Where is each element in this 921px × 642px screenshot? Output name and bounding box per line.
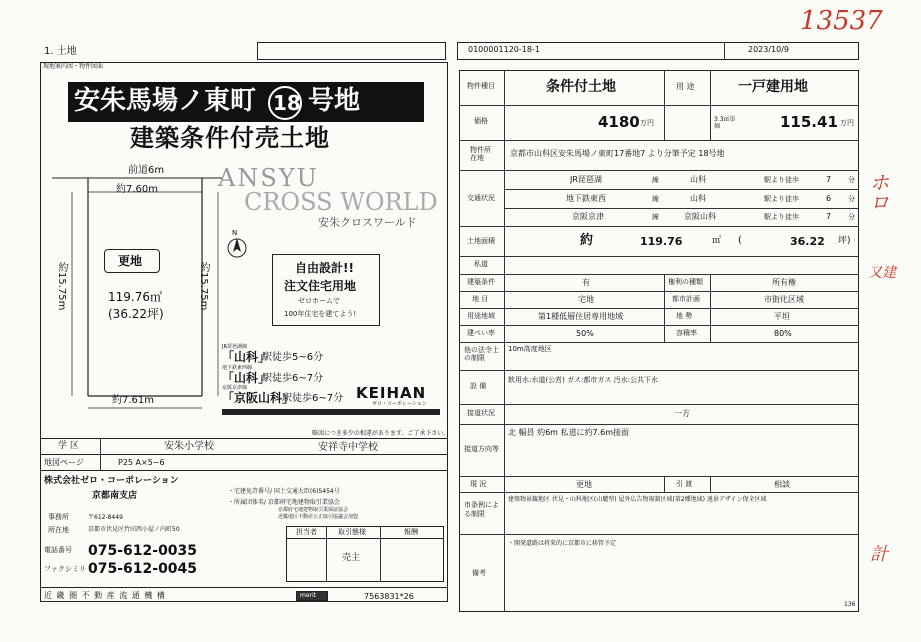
small-note: 現地案内図・物件図面 xyxy=(43,63,104,70)
spec-road-dir-label: 接道方向等 xyxy=(464,445,499,453)
spec-zone-label: 用途地域 xyxy=(467,312,495,320)
spec-divider xyxy=(710,274,711,342)
spec-road-dir-value: 北 幅員 約6m 私道に約7.6m接面 xyxy=(508,428,630,437)
spec-rule xyxy=(459,534,859,535)
footer-org: 近 畿 圏 不 動 産 流 通 機 構 xyxy=(44,591,166,600)
spec-rule xyxy=(459,404,859,405)
spec-plan-value: 市街化区域 xyxy=(764,295,804,304)
spec-rule xyxy=(459,105,859,106)
school-rule-top xyxy=(40,438,448,439)
bottom-width-label: 約7.61m xyxy=(112,395,155,406)
access-line-1: JR琵琶湖線 xyxy=(222,344,247,350)
association-2: 京都府宅地建物取引業保証協会 xyxy=(278,507,349,513)
promo-line4: 100年住宅を建てよう! xyxy=(284,310,357,318)
plot-area-m2: 119.76㎡ xyxy=(108,290,162,304)
watermark-ansyu: ANSYU xyxy=(218,164,319,192)
spec-remarks-label: 備考 xyxy=(472,569,486,577)
watermark-jp: 安朱クロスワールド xyxy=(318,216,417,229)
transport-line-suffix: 線 xyxy=(652,176,659,184)
spec-handover-value: 相談 xyxy=(774,480,790,489)
spec-road-value: 一方 xyxy=(674,409,690,418)
spec-facility-label: 設 備 xyxy=(470,382,487,390)
spec-rule xyxy=(459,140,859,141)
spec-zone-value: 第1種低層住居専用地域 xyxy=(538,312,624,321)
spec-area-m2-unit: ㎡ xyxy=(712,236,722,246)
transport-line-2: 地下鉄東西 xyxy=(566,194,606,203)
title-prefix: 安朱馬場ノ東町 xyxy=(74,86,257,116)
transport-rule xyxy=(504,208,859,209)
transport-walk-3: 7 xyxy=(826,212,832,221)
title-suffix: 号地 xyxy=(308,86,361,116)
transport-line-3: 京阪京津 xyxy=(572,212,604,221)
header-blank-box xyxy=(257,42,446,60)
spec-cond-label: 建築条件 xyxy=(467,278,495,286)
transport-walk-2: 6 xyxy=(826,194,832,203)
spec-other-law-value: 10m高度地区 xyxy=(508,345,552,353)
elementary-school: 安朱小学校 xyxy=(164,441,214,452)
transport-station-1: 山科 xyxy=(690,175,706,184)
ref-divider xyxy=(724,42,725,60)
fax-label: ファクシミリ xyxy=(44,565,86,573)
merit-logo-text: merit xyxy=(300,592,317,599)
spec-location: 京都市山科区安朱馬場ノ東町17番地7 より分筆予定 18号地 xyxy=(510,149,725,158)
spec-label-divider xyxy=(504,70,505,612)
spec-facility-value: 飲用水:水道(公営) ガス:都市ガス 汚水:公共下水 xyxy=(508,376,658,384)
spec-area-tsubo-unit: 坪) xyxy=(838,236,851,246)
spec-unit-price-unit: 万円 xyxy=(840,119,854,127)
title-number: 18 xyxy=(273,91,301,115)
spec-far-label: 容積率 xyxy=(676,329,697,337)
transport-line-suffix: 線 xyxy=(652,195,659,203)
role-table-divider-1 xyxy=(326,526,327,582)
transport-walk-prefix: 駅より徒歩 xyxy=(764,176,799,184)
access-strip xyxy=(222,409,440,415)
tel-label: 電話番号 xyxy=(44,546,72,554)
spec-rule xyxy=(459,342,859,343)
company-branch: 京都南支店 xyxy=(92,491,138,501)
role-transaction-value: 売主 xyxy=(342,553,361,563)
spec-far-value: 80% xyxy=(774,329,792,338)
spec-handover-label: 引 渡 xyxy=(676,480,693,488)
spec-rights-value: 所有権 xyxy=(772,278,796,287)
ref-code: 0100001120-18-1 xyxy=(468,45,540,54)
company-name: 株式会社ゼロ・コーポレーション xyxy=(44,476,179,486)
spec-road-label: 接道状況 xyxy=(467,409,495,417)
spec-divider xyxy=(664,274,665,342)
transport-walk-prefix: 駅より徒歩 xyxy=(764,195,799,203)
spec-rule xyxy=(459,226,859,227)
spec-use-value: 一戸建用地 xyxy=(738,79,808,95)
spec-area-m2: 119.76 xyxy=(640,235,683,248)
promo-line3: ゼロホームで xyxy=(298,297,340,305)
promo-line2: 注文住宅用地 xyxy=(284,279,357,293)
spec-rule xyxy=(459,291,859,292)
spec-unit-price-label: 3.3㎡単価 xyxy=(714,116,736,130)
spec-bcr-value: 50% xyxy=(576,329,594,338)
spec-unit-price: 115.41 xyxy=(780,113,838,131)
spec-rule xyxy=(459,308,859,309)
spec-price-label: 価格 xyxy=(474,117,488,125)
spec-rule xyxy=(459,325,859,326)
subtitle: 建築条件付売土地 xyxy=(130,124,330,152)
spec-rule xyxy=(459,170,859,171)
spec-status-label: 現 況 xyxy=(470,480,487,488)
spec-private-road-label: 私道 xyxy=(474,260,488,268)
access-station-1: 「山科」 xyxy=(222,350,271,364)
school-label: 学 区 xyxy=(58,441,79,451)
section-label: 1. 土地 xyxy=(44,46,77,57)
keihan-logo: KEIHAN xyxy=(356,384,427,402)
role-table-divider-2 xyxy=(380,526,381,582)
address-label: 所在地 xyxy=(48,526,69,534)
plot-area-tsubo: (36.22坪) xyxy=(108,307,164,321)
plot-diagram xyxy=(52,158,242,418)
spec-location-label: 物件所在地 xyxy=(470,146,491,163)
handwritten-mark: 計 xyxy=(870,544,888,565)
access-line-2: 地下鉄東西線 xyxy=(222,365,253,371)
handwritten-mark: ホロ xyxy=(866,172,890,212)
transport-station-2: 山科 xyxy=(690,194,706,203)
school-divider xyxy=(100,438,101,470)
role-header-transaction: 取引態様 xyxy=(338,528,366,536)
spec-special-label: 市条例による制限 xyxy=(464,501,499,518)
access-station-2: 「山科」 xyxy=(222,371,271,385)
handwritten-mark: 又建 xyxy=(868,265,896,281)
spec-type-label: 物件種目 xyxy=(467,82,495,90)
spec-cond-value: 有 xyxy=(582,278,590,287)
spec-remarks-value: ・開発道路は将来的に京都市に移管予定 xyxy=(508,540,617,547)
spec-price: 4180 xyxy=(598,113,640,131)
spec-divider xyxy=(664,476,665,492)
spec-status-value: 更地 xyxy=(576,480,592,489)
school-rule-mid xyxy=(40,454,448,455)
spec-area-paren: ( xyxy=(738,235,742,246)
school-rule-bottom xyxy=(40,470,448,471)
spec-use-label: 用 途 xyxy=(676,82,695,91)
spec-area-tsubo: 36.22 xyxy=(790,235,825,248)
junior-high-school: 安祥寺中学校 xyxy=(318,442,378,453)
handwritten-number: 13537 xyxy=(800,6,883,36)
spec-rule xyxy=(459,256,859,257)
spec-land-value: 宅地 xyxy=(578,295,594,304)
footer-code: 7563831*26 xyxy=(364,592,414,601)
spec-land-label: 地 目 xyxy=(472,295,489,303)
association: ・所属団体名/ 京都府宅地建物取引業協会 xyxy=(228,499,340,506)
spec-type-value: 条件付土地 xyxy=(546,79,616,95)
spec-area-label: 土地面積 xyxy=(467,237,495,245)
transport-station-3: 京阪山科 xyxy=(684,212,716,221)
spec-divider xyxy=(664,70,665,140)
spec-rule xyxy=(459,370,859,371)
front-road-label: 前道6m xyxy=(128,165,165,176)
spec-special-value: 建築物景観地区 伏見・山科地区(山麓型) 屋外広告物規制区域(第2種地域) 遠景デザイン保全区域 xyxy=(508,496,767,503)
spec-divider xyxy=(710,70,711,140)
transport-walk-suffix: 分 xyxy=(848,213,855,221)
association-3: 近畿地区不動産公正取引協議会加盟 xyxy=(278,514,359,520)
promo-line1: 自由設計!! xyxy=(295,261,354,275)
spec-rule xyxy=(459,476,859,477)
access-walk-2: 駅徒歩6~7分 xyxy=(262,373,324,384)
spec-rule xyxy=(459,492,859,493)
spec-bcr-label: 建ぺい率 xyxy=(467,329,495,337)
map-page-label: 地図ページ xyxy=(44,458,84,467)
document-date: 2023/10/9 xyxy=(748,45,790,54)
transport-rule xyxy=(504,189,859,190)
transport-walk-suffix: 分 xyxy=(848,195,855,203)
map-page-value: P25 A×5~6 xyxy=(118,458,165,467)
top-width-label: 約7.60m xyxy=(116,184,159,195)
north-label: N xyxy=(232,229,238,237)
company-address: 京都市伏見区竹田西小屋ノ内町50 xyxy=(88,526,180,533)
transport-line-suffix: 線 xyxy=(652,213,659,221)
license-number: ・宅建免許番号/ 国土交通大臣(6)5454号 xyxy=(228,488,340,495)
map-footnote: 略図につき多少の相違があります。ご了承下さい。 xyxy=(312,430,450,437)
access-line-3: 京阪京津線 xyxy=(222,385,248,391)
lot-label: 更地 xyxy=(118,254,143,268)
footer-rule xyxy=(40,587,448,588)
fax-number: 075-612-0045 xyxy=(88,561,198,577)
spec-plan-label: 都市計画 xyxy=(672,295,700,303)
right-depth-label: 約15.75m xyxy=(198,262,209,311)
access-walk-1: 駅徒歩5~6分 xyxy=(262,352,324,363)
spec-divider xyxy=(710,476,711,492)
role-header-agent: 担当者 xyxy=(296,528,317,536)
spec-other-law-label: 他の法令上の制限 xyxy=(464,346,499,363)
spec-price-unit: 万円 xyxy=(640,119,654,127)
spec-transport-label: 交通状況 xyxy=(467,194,495,202)
spec-terrain-value: 平坦 xyxy=(774,312,790,321)
spec-rights-label: 権利の種類 xyxy=(668,278,703,286)
transport-walk-prefix: 駅より徒歩 xyxy=(764,213,799,221)
spec-rule xyxy=(459,274,859,275)
left-depth-label: 約15.75m xyxy=(56,262,67,311)
role-table-rule xyxy=(286,538,444,539)
role-header-fee: 報酬 xyxy=(404,528,418,536)
keihan-logo-sub: ゼロ・コーポレーション xyxy=(372,401,427,407)
access-station-3: 「京阪山科」 xyxy=(222,391,295,405)
tel-number: 075-612-0035 xyxy=(88,543,198,559)
access-walk-3: 駅徒歩6~7分 xyxy=(282,393,344,404)
postal-code: 〒612-8449 xyxy=(88,514,123,521)
watermark-crossworld: CROSS WORLD xyxy=(244,188,438,216)
transport-line-1: JR琵琶湖 xyxy=(570,175,602,184)
office-label: 事務所 xyxy=(48,513,69,521)
transport-walk-1: 7 xyxy=(826,175,832,184)
spec-terrain-label: 地 勢 xyxy=(676,312,693,320)
spec-area-approx: 約 xyxy=(580,233,594,248)
spec-rule xyxy=(459,424,859,425)
page-number: 136 xyxy=(844,601,856,608)
transport-walk-suffix: 分 xyxy=(848,176,855,184)
